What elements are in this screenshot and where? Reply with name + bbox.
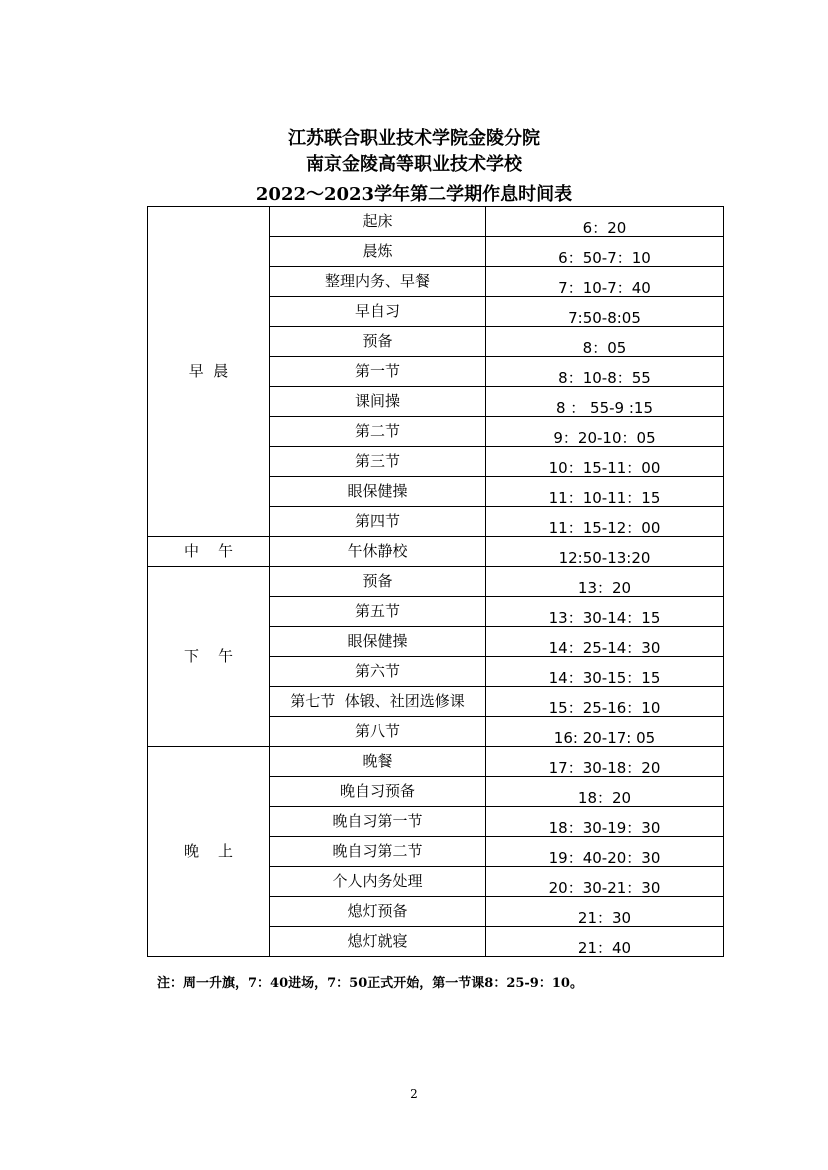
time-cell: 21：40	[486, 927, 724, 957]
activity-cell: 第二节	[270, 417, 486, 447]
activity-cell: 第八节	[270, 717, 486, 747]
table-row	[148, 207, 724, 237]
activity-cell: 第五节	[270, 597, 486, 627]
activity-cell: 个人内务处理	[270, 867, 486, 897]
activity-cell: 晚自习第一节	[270, 807, 486, 837]
activity-cell: 第三节	[270, 447, 486, 477]
time-cell: 9：20-10：05	[486, 417, 724, 447]
activity-cell: 起床	[270, 207, 486, 237]
time-cell: 20：30-21：30	[486, 867, 724, 897]
time-cell: 6：50-7：10	[486, 237, 724, 267]
time-cell: 16: 20-17: 05	[486, 717, 724, 747]
activity-cell: 眼保健操	[270, 627, 486, 657]
time-cell: 12:50-13:20	[486, 537, 724, 567]
activity-cell: 晚自习预备	[270, 777, 486, 807]
time-cell: 8：10-8：55	[486, 357, 724, 387]
activity-cell: 第七节 体锻、社团选修课	[270, 687, 486, 717]
activity-cell: 熄灯就寝	[270, 927, 486, 957]
activity-cell: 早自习	[270, 297, 486, 327]
time-cell: 11：15-12：00	[486, 507, 724, 537]
time-cell: 17：30-18：20	[486, 747, 724, 777]
activity-cell: 眼保健操	[270, 477, 486, 507]
footnote: 注：周一升旗，7：40进场，7：50正式开始，第一节课8：25-9：10。	[157, 976, 583, 991]
activity-cell: 午休静校	[270, 537, 486, 567]
activity-cell: 熄灯预备	[270, 897, 486, 927]
time-cell: 6：20	[486, 207, 724, 237]
table-row	[148, 537, 724, 567]
page-number: 2	[410, 1087, 418, 1101]
time-cell: 13：20	[486, 567, 724, 597]
table-row	[148, 567, 724, 597]
title-line-1: 江苏联合职业技术学院金陵分院	[288, 128, 540, 149]
activity-cell: 第一节	[270, 357, 486, 387]
schedule-title: 2022～2023学年第二学期作息时间表	[255, 184, 573, 205]
time-cell: 13：30-14：15	[486, 597, 724, 627]
period-label: 晚 上	[148, 747, 270, 957]
time-cell: 18：30-19：30	[486, 807, 724, 837]
activity-cell: 晚自习第二节	[270, 837, 486, 867]
time-cell: 15：25-16：10	[486, 687, 724, 717]
time-cell: 7：10-7：40	[486, 267, 724, 297]
schedule-table	[147, 206, 724, 957]
period-label: 中 午	[148, 537, 270, 567]
time-cell: 7:50-8:05	[486, 297, 724, 327]
time-cell: 11：10-11：15	[486, 477, 724, 507]
activity-cell: 晨炼	[270, 237, 486, 267]
time-cell: 19：40-20：30	[486, 837, 724, 867]
activity-cell: 整理内务、早餐	[270, 267, 486, 297]
activity-cell: 课间操	[270, 387, 486, 417]
time-cell: 14：25-14：30	[486, 627, 724, 657]
period-label: 下 午	[148, 567, 270, 747]
activity-cell: 第六节	[270, 657, 486, 687]
activity-cell: 第四节	[270, 507, 486, 537]
table-row	[148, 747, 724, 777]
time-cell: 8：05	[486, 327, 724, 357]
time-cell: 10：15-11：00	[486, 447, 724, 477]
period-label: 早 晨	[148, 207, 270, 537]
time-cell: 21：30	[486, 897, 724, 927]
time-cell: 8 ： 55-9 :15	[486, 387, 724, 417]
title-line-2: 南京金陵高等职业技术学校	[306, 154, 522, 175]
activity-cell: 预备	[270, 327, 486, 357]
time-cell: 18：20	[486, 777, 724, 807]
time-cell: 14：30-15：15	[486, 657, 724, 687]
activity-cell: 晚餐	[270, 747, 486, 777]
activity-cell: 预备	[270, 567, 486, 597]
